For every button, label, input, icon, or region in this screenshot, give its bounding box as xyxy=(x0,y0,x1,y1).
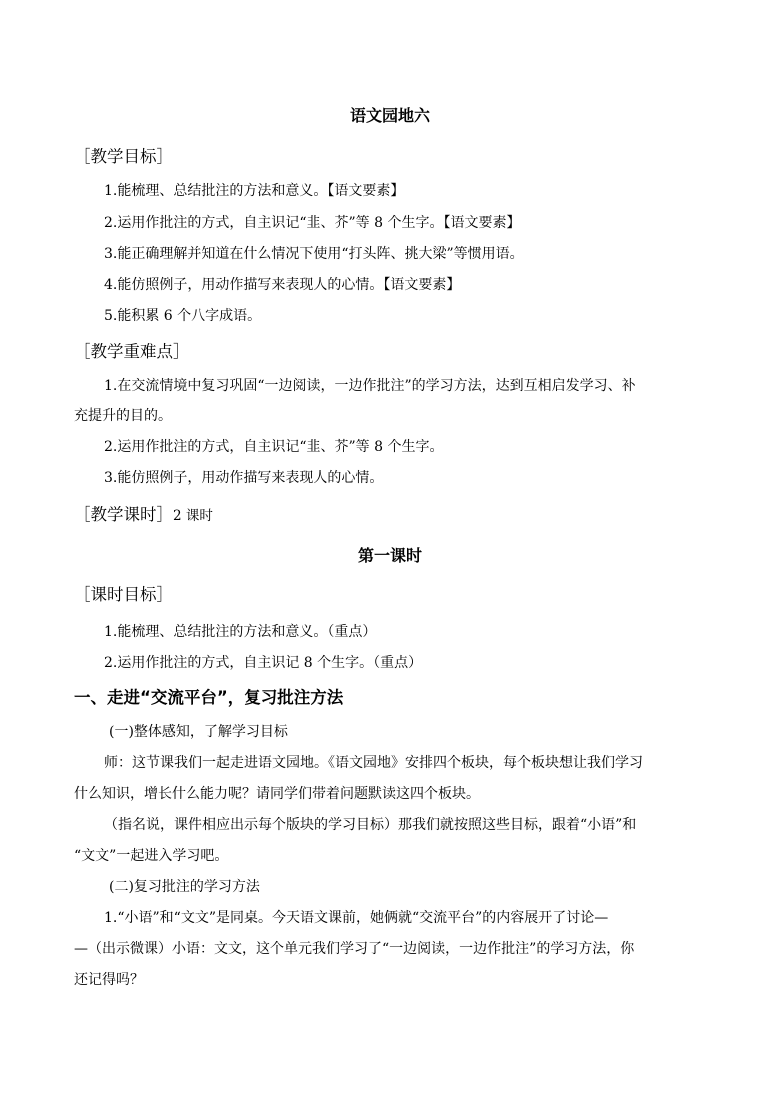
paragraph: 师：这节课我们一起走进语文园地。《语文园地》安排四个板块，每个板块想让我们学习 xyxy=(104,755,643,771)
objective-item: 1.能梳理、总结批注的方法和意义。【语文要素】 xyxy=(104,183,405,199)
paragraph-continued: 还记得吗？ xyxy=(74,972,144,988)
objective-item: 4.能仿照例子，用动作描写来表现人的心情。【语文要素】 xyxy=(104,277,461,293)
lesson-objective-item: 1.能梳理、总结批注的方法和意义。（重点） xyxy=(104,624,377,640)
hours-label: ［教学课时］ xyxy=(74,505,173,524)
key-point-item: 1.在交流情境中复习巩固“一边阅读，一边作批注”的学习方法，达到互相启发学习、补 xyxy=(104,378,636,394)
document-title: 语文园地六 xyxy=(349,106,430,125)
section-heading-key-points: ［教学重难点］ xyxy=(74,342,190,361)
lesson-objective-item: 2.运用作批注的方式，自主识记 8 个生字。（重点） xyxy=(104,655,423,671)
paragraph-continued: 什么知识，增长什么能力呢？请同学们带着问题默读这四个板块。 xyxy=(74,786,480,802)
section-heading-objectives: ［教学目标］ xyxy=(74,147,173,166)
key-point-item: 3.能仿照例子，用动作描写来表现人的心情。 xyxy=(104,470,384,486)
paragraph: （指名说，课件相应出示每个版块的学习目标）那我们就按照这些目标，跟着“小语”和 xyxy=(104,817,637,833)
subsection-heading: (一)整体感知，了解学习目标 xyxy=(109,724,288,740)
lesson-title: 第一课时 xyxy=(357,546,422,565)
objective-item: 3.能正确理解并知道在什么情况下使用“打头阵、挑大梁”等惯用语。 xyxy=(104,246,524,262)
key-point-item-continued: 充提升的目的。 xyxy=(74,408,172,424)
part-heading: 一、走进“交流平台”，复习批注方法 xyxy=(74,688,344,707)
objective-item: 5.能积累 6 个八字成语。 xyxy=(104,308,262,324)
subsection-heading: (二)复习批注的学习方法 xyxy=(109,879,260,895)
section-heading-lesson-objectives: ［课时目标］ xyxy=(74,585,173,604)
key-point-item: 2.运用作批注的方式，自主识记“韭、芥”等 8 个生字。 xyxy=(104,439,444,455)
objective-item: 2.运用作批注的方式，自主识记“韭、芥”等 8 个生字。【语文要素】 xyxy=(104,215,521,231)
paragraph-continued: “文文”一起进入学习吧。 xyxy=(74,848,229,864)
paragraph-continued: —（出示微课）小语：文文，这个单元我们学习了“一边阅读，一边作批注”的学习方法，你 xyxy=(74,941,635,957)
paragraph: 1.“小语”和“文文”是同桌。今天语文课前，她俩就“交流平台”的内容展开了讨论— xyxy=(104,910,609,926)
section-heading-hours xyxy=(74,504,213,527)
hours-value: 2 课时 xyxy=(173,508,213,524)
